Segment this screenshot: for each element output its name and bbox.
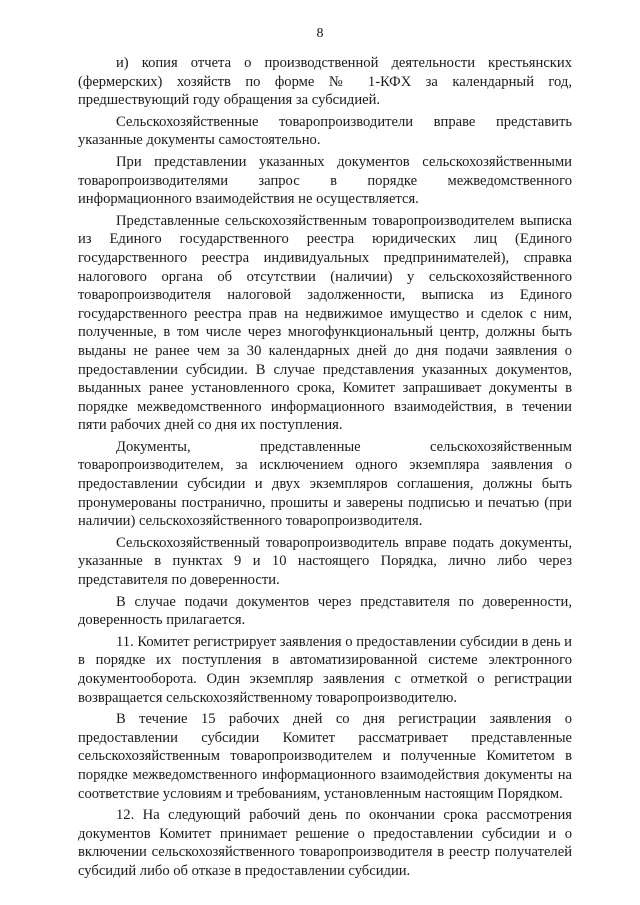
paragraph: и) копия отчета о производственной деятельности крестьянских (фермерских) хозяйств по форме № 1-КФХ за календарный год, предшествующий году обращения за субсидией.: [78, 55, 572, 109]
paragraph: В случае подачи документов через представителя по доверенности, доверенность прилагается.: [78, 593, 572, 629]
paragraph: Сельскохозяйственный товаропроизводитель вправе подать документы, указанные в пунктах 9 и 10 настоящего Порядка, лично либо через представителя по доверенности.: [78, 534, 572, 589]
document-body: [78, 54, 572, 881]
paragraph: Представленные сельскохозяйственным товаропроизводителем выписка из Единого государственного реестра юридических лиц (Единого государственного реестра индивидуальных предпринимателей), справка налогового органа об отсутствии (наличии) у сельскохозяйственного товаропроизводителя налоговой задолженности, выписка из Единого государственного реестра прав на недвижимое имущество и сделок с ним, полученные, в том числе через многофункциональный центр, должны быть выданы не ранее чем за 30 календарных дней до дня подачи заявления о предоставлении субсидии. В случае представления указанных документов, выданных ранее установленного срока, Комитет запрашивает документы в порядке межведомственного информационного взаимодействия, в течении пяти рабочих дней со дня их поступления.: [78, 212, 572, 434]
paragraph: 11. Комитет регистрирует заявления о предоставлении субсидии в день и в порядке их поступления в автоматизированной системе электронного документооборота. Один экземпляр заявления с отметкой о регистрации возвращается сельскохозяйственному товаропроизводителю.: [78, 633, 572, 706]
paragraph: Сельскохозяйственные товаропроизводители вправе представить указанные документы самостоятельно.: [78, 113, 572, 149]
page-number: 8: [316, 26, 324, 41]
paragraph: При представлении указанных документов сельскохозяйственными товаропроизводителями запрос в порядке межведомственного информационного взаимодействия не осуществляется.: [78, 153, 572, 208]
paragraph: В течение 15 рабочих дней со дня регистрации заявления о предоставлении субсидии Комитет рассматривает представленные сельскохозяйственным товаропроизводителем и полученные Комитетом в порядке межведомственного информационного взаимодействия документы на соответствие условиям и требованиям, установленным настоящим Порядком.: [78, 711, 572, 802]
paragraph: 12. На следующий рабочий день по окончании срока рассмотрения документов Комитет принимает решение о предоставлении субсидии и о включении сельскохозяйственного товаропроизводителя в реестр получателей субсидий либо об отказе в предоставлении субсидии.: [78, 807, 572, 879]
paragraph: Документы, представленные сельскохозяйственным товаропроизводителем, за исключением одного экземпляра заявления о предоставлении субсидии и двух экземпляров соглашения, должны быть пронумерованы постранично, прошиты и заверены подписью и печатью (при наличии) сельскохозяйственного товаропроизводителя.: [78, 438, 572, 530]
